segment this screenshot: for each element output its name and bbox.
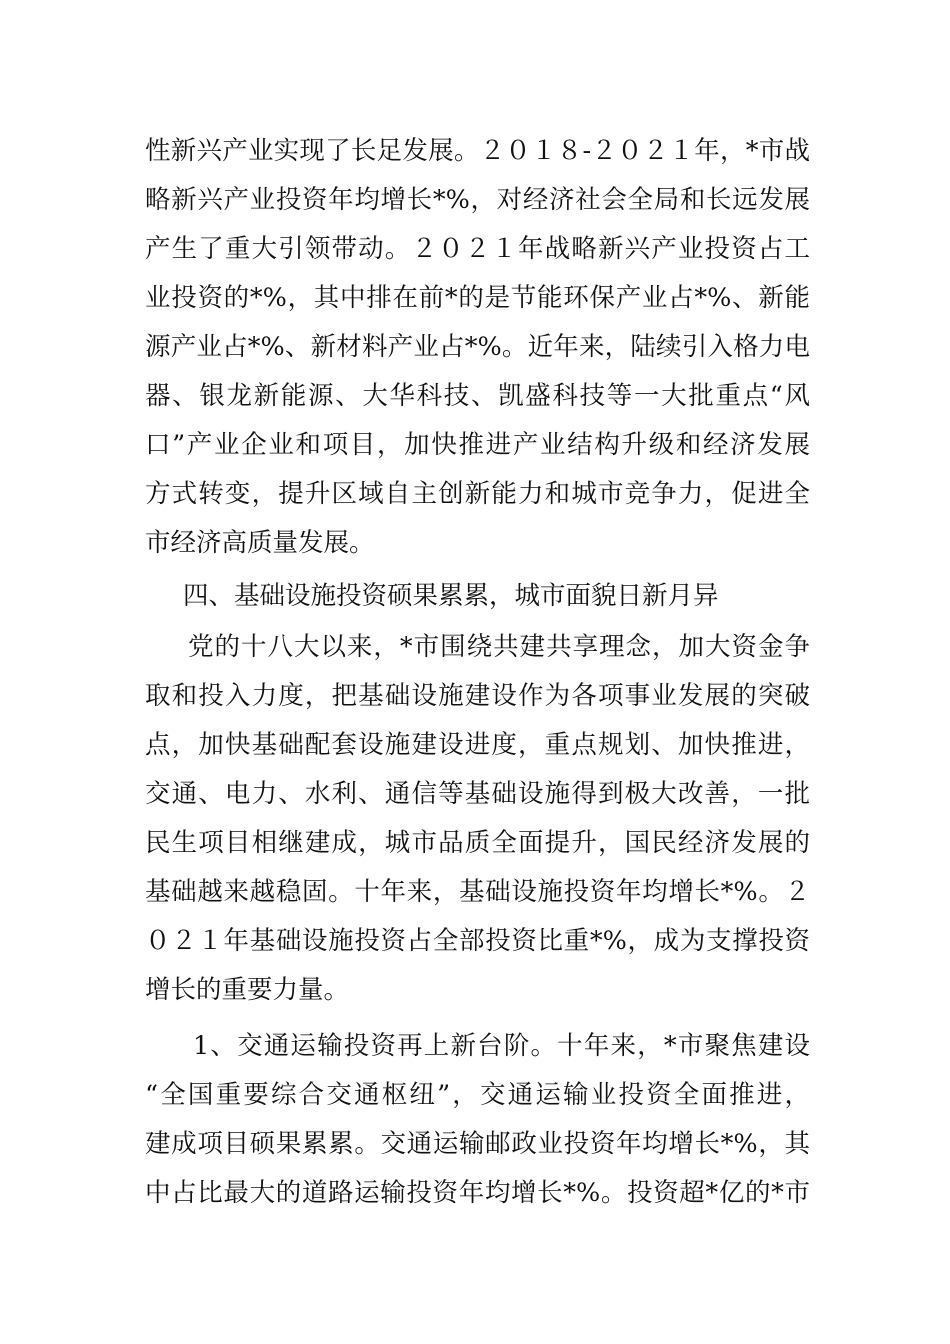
text-line: 民生项目相继建成，城市品质全面提升，国民经济发展的 bbox=[145, 828, 810, 858]
text-line: 增长的重要力量。 bbox=[145, 975, 350, 1005]
text-line: 略新兴产业投资年均增长*%，对经济社会全局和长远发展 bbox=[145, 185, 810, 215]
text-line: ０２１年基础设施投资占全部投资比重*%，成为支撑投资 bbox=[145, 926, 810, 956]
text-line: “全国重要综合交通枢纽”，交通运输业投资全面推进， bbox=[145, 1080, 810, 1110]
text-line: 性新兴产业实现了长足发展。２０１８-２０２１年，*市战 bbox=[145, 136, 810, 166]
text-line: 取和投入力度，把基础设施建设作为各项事业发展的突破 bbox=[145, 681, 810, 711]
text-line: 1、交通运输投资再上新台阶。十年来，*市聚焦建设 bbox=[193, 1031, 810, 1061]
text-line: 业投资的*%，其中排在前*的是节能环保产业占*%、新能 bbox=[145, 283, 810, 313]
text-line: 党的十八大以来，*市围绕共建共享理念，加大资金争 bbox=[188, 632, 810, 662]
text-line: 市经济高质量发展。 bbox=[145, 528, 375, 558]
text-line: 交通、电力、水利、通信等基础设施得到极大改善，一批 bbox=[145, 779, 810, 809]
text-line: 口”产业企业和项目，加快推进产业结构升级和经济发展 bbox=[145, 430, 810, 460]
text-line: 中占比最大的道路运输投资年均增长*%。投资超*亿的*市 bbox=[145, 1178, 810, 1208]
text-line: 方式转变，提升区域自主创新能力和城市竞争力，促进全 bbox=[145, 479, 810, 509]
text-line: 源产业占*%、新材料产业占*%。近年来，陆续引入格力电 bbox=[145, 332, 810, 362]
text-line: 器、银龙新能源、大华科技、凯盛科技等一大批重点“风 bbox=[145, 381, 810, 411]
text-line: 点，加快基础配套设施建设进度，重点规划、加快推进， bbox=[145, 730, 810, 760]
section-heading-infrastructure: 四、基础设施投资硕果累累，城市面貌日新月异 bbox=[183, 581, 719, 611]
text-line: 基础越来越稳固。十年来，基础设施投资年均增长*%。２ bbox=[145, 877, 810, 907]
text-line: 产生了重大引领带动。２０２１年战略新兴产业投资占工 bbox=[145, 234, 810, 264]
text-line: 建成项目硕果累累。交通运输邮政业投资年均增长*%，其 bbox=[145, 1129, 810, 1159]
